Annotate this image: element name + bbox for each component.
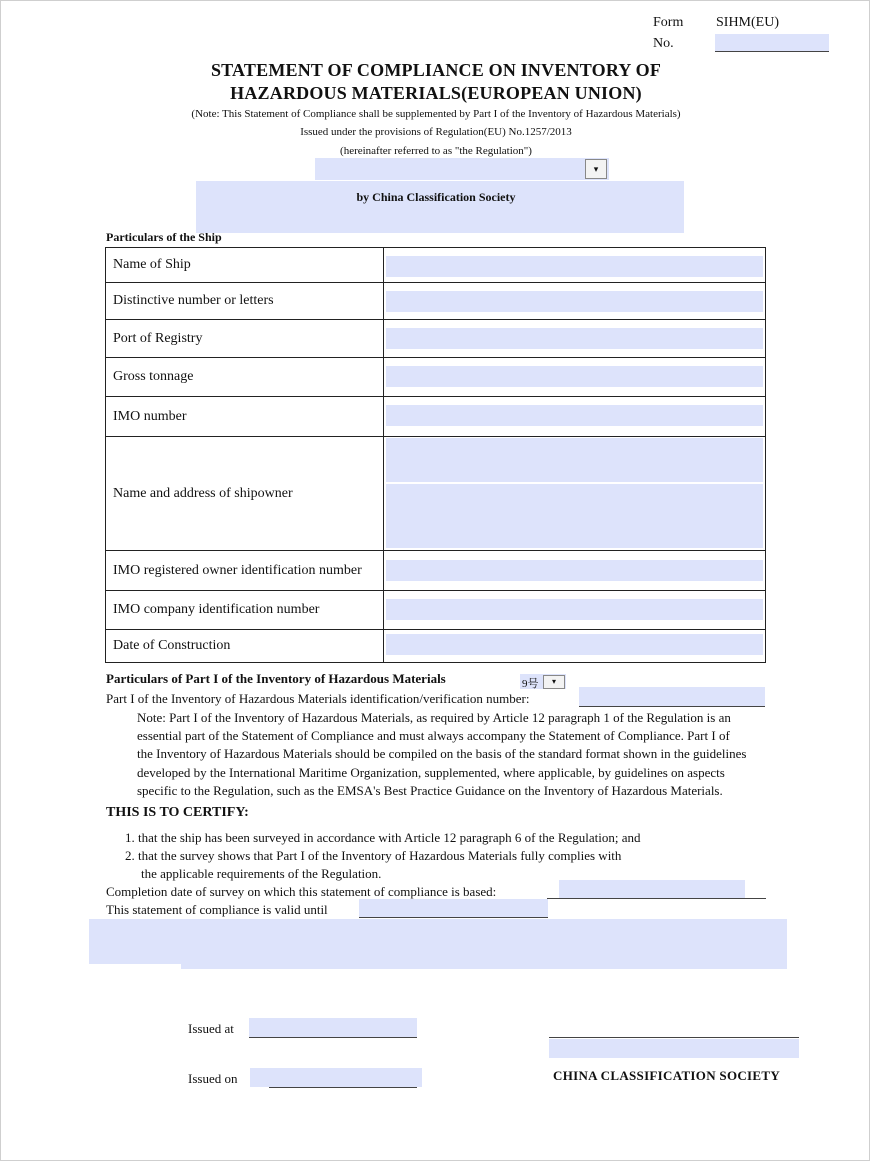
table-row [106, 591, 766, 630]
note-line: essential part of the Statement of Compliance and must always accompany the Statement of Compliance. Part I of [137, 728, 730, 744]
hereinafter: (hereinafter referred to as "the Regulation") [340, 145, 532, 157]
owner-id-field[interactable] [386, 560, 763, 581]
company-id-field[interactable] [386, 599, 763, 620]
valid-until-label: This statement of compliance is valid until [106, 902, 328, 917]
shipowner-name-field[interactable] [386, 438, 763, 482]
issued-on-label: Issued on [188, 1071, 238, 1086]
signature-field[interactable] [549, 1039, 799, 1058]
administration-dropdown[interactable] [315, 158, 609, 180]
issued-at-field[interactable] [249, 1018, 417, 1038]
date-of-construction-field[interactable] [386, 634, 763, 655]
table-row [106, 437, 766, 551]
certify-item-2-cont: the applicable requirements of the Regulation. [141, 866, 382, 881]
table-row [106, 283, 766, 320]
table-row [106, 320, 766, 358]
shipowner-address-field[interactable] [386, 484, 763, 548]
completion-date-label: Completion date of survey on which this statement of compliance is based: [106, 884, 497, 899]
issued-at-label: Issued at [188, 1021, 234, 1036]
remarks-field-extension [181, 961, 787, 969]
ship-section-title: Particulars of the Ship [106, 230, 222, 244]
row-label: Date of Construction [106, 630, 384, 663]
title-line2: HAZARDOUS MATERIALS(EUROPEAN UNION) [230, 83, 642, 103]
completion-date-underline [547, 898, 766, 899]
no-label: No. [653, 36, 674, 51]
font-size-select[interactable]: 9号 ▾ [520, 674, 566, 689]
certify-item-1: 1. that the ship has been surveyed in accordance with Article 12 paragraph 6 of the Regulation; and [125, 830, 641, 845]
row-label: Gross tonnage [106, 358, 384, 397]
distinctive-number-field[interactable] [386, 291, 763, 312]
title-line1: STATEMENT OF COMPLIANCE ON INVENTORY OF [210, 60, 662, 80]
row-label: IMO company identification number [106, 591, 384, 630]
header-note: (Note: This Statement of Compliance shall be supplemented by Part I of the Inventory of Hazardous Materials) [191, 108, 681, 120]
note-line: Note: Part I of the Inventory of Hazardous Materials, as required by Article 12 paragraph 1 of the Regulation is an [137, 710, 731, 725]
remarks-field[interactable] [89, 919, 787, 964]
note-line: developed by the International Maritime Organization, supplemented, where applicable, by guidelines on aspects [137, 764, 725, 780]
certify-item-2: 2. that the survey shows that Part I of the Inventory of Hazardous Materials fully complies with [125, 848, 622, 863]
issued-on-underline [269, 1087, 417, 1088]
by-society: by China Classification Society [356, 190, 516, 204]
issued-under: Issued under the provisions of Regulation(EU) No.1257/2013 [300, 126, 572, 138]
completion-date-field[interactable] [559, 880, 745, 898]
society-name: CHINA CLASSIFICATION SOCIETY [553, 1068, 781, 1083]
signature-line [549, 1037, 799, 1038]
row-label: Name of Ship [106, 248, 384, 283]
note-line: specific to the Regulation, such as the EMSA's Best Practice Guidance on the Inventory of Hazardous Materials. [137, 782, 723, 798]
table-row [106, 551, 766, 591]
table-row [106, 397, 766, 437]
table-row [106, 358, 766, 397]
chevron-down-icon[interactable]: ▾ [585, 159, 607, 179]
gross-tonnage-field[interactable] [386, 366, 763, 387]
form-label: Form [653, 15, 684, 30]
imo-number-field[interactable] [386, 405, 763, 426]
chevron-down-icon[interactable]: ▾ [543, 675, 565, 689]
note-line: the Inventory of Hazardous Materials should be compiled on the basis of the standard format shown in the guidelines [137, 746, 747, 762]
valid-until-field[interactable] [359, 899, 548, 918]
row-label: Port of Registry [106, 320, 384, 358]
authority-field[interactable] [196, 181, 684, 233]
part1-note [137, 709, 827, 800]
table-row [106, 248, 766, 283]
row-label: IMO number [106, 397, 384, 437]
form-value: SIHM(EU) [716, 15, 779, 30]
part1-id-field[interactable] [579, 687, 765, 707]
name-of-ship-field[interactable] [386, 256, 763, 277]
ship-particulars-table [105, 247, 766, 663]
row-label: IMO registered owner identification number [106, 551, 384, 591]
issued-on-field[interactable] [250, 1068, 422, 1087]
certify-heading: THIS IS TO CERTIFY: [106, 805, 249, 820]
table-row [106, 630, 766, 663]
form-number-field[interactable] [715, 34, 829, 52]
row-label: Distinctive number or letters [106, 283, 384, 320]
row-label: Name and address of shipowner [106, 437, 384, 551]
part1-id-label: Part I of the Inventory of Hazardous Materials identification/verification number: [106, 691, 530, 706]
part1-section-title: Particulars of Part I of the Inventory of Hazardous Materials [106, 671, 446, 686]
port-of-registry-field[interactable] [386, 328, 763, 349]
